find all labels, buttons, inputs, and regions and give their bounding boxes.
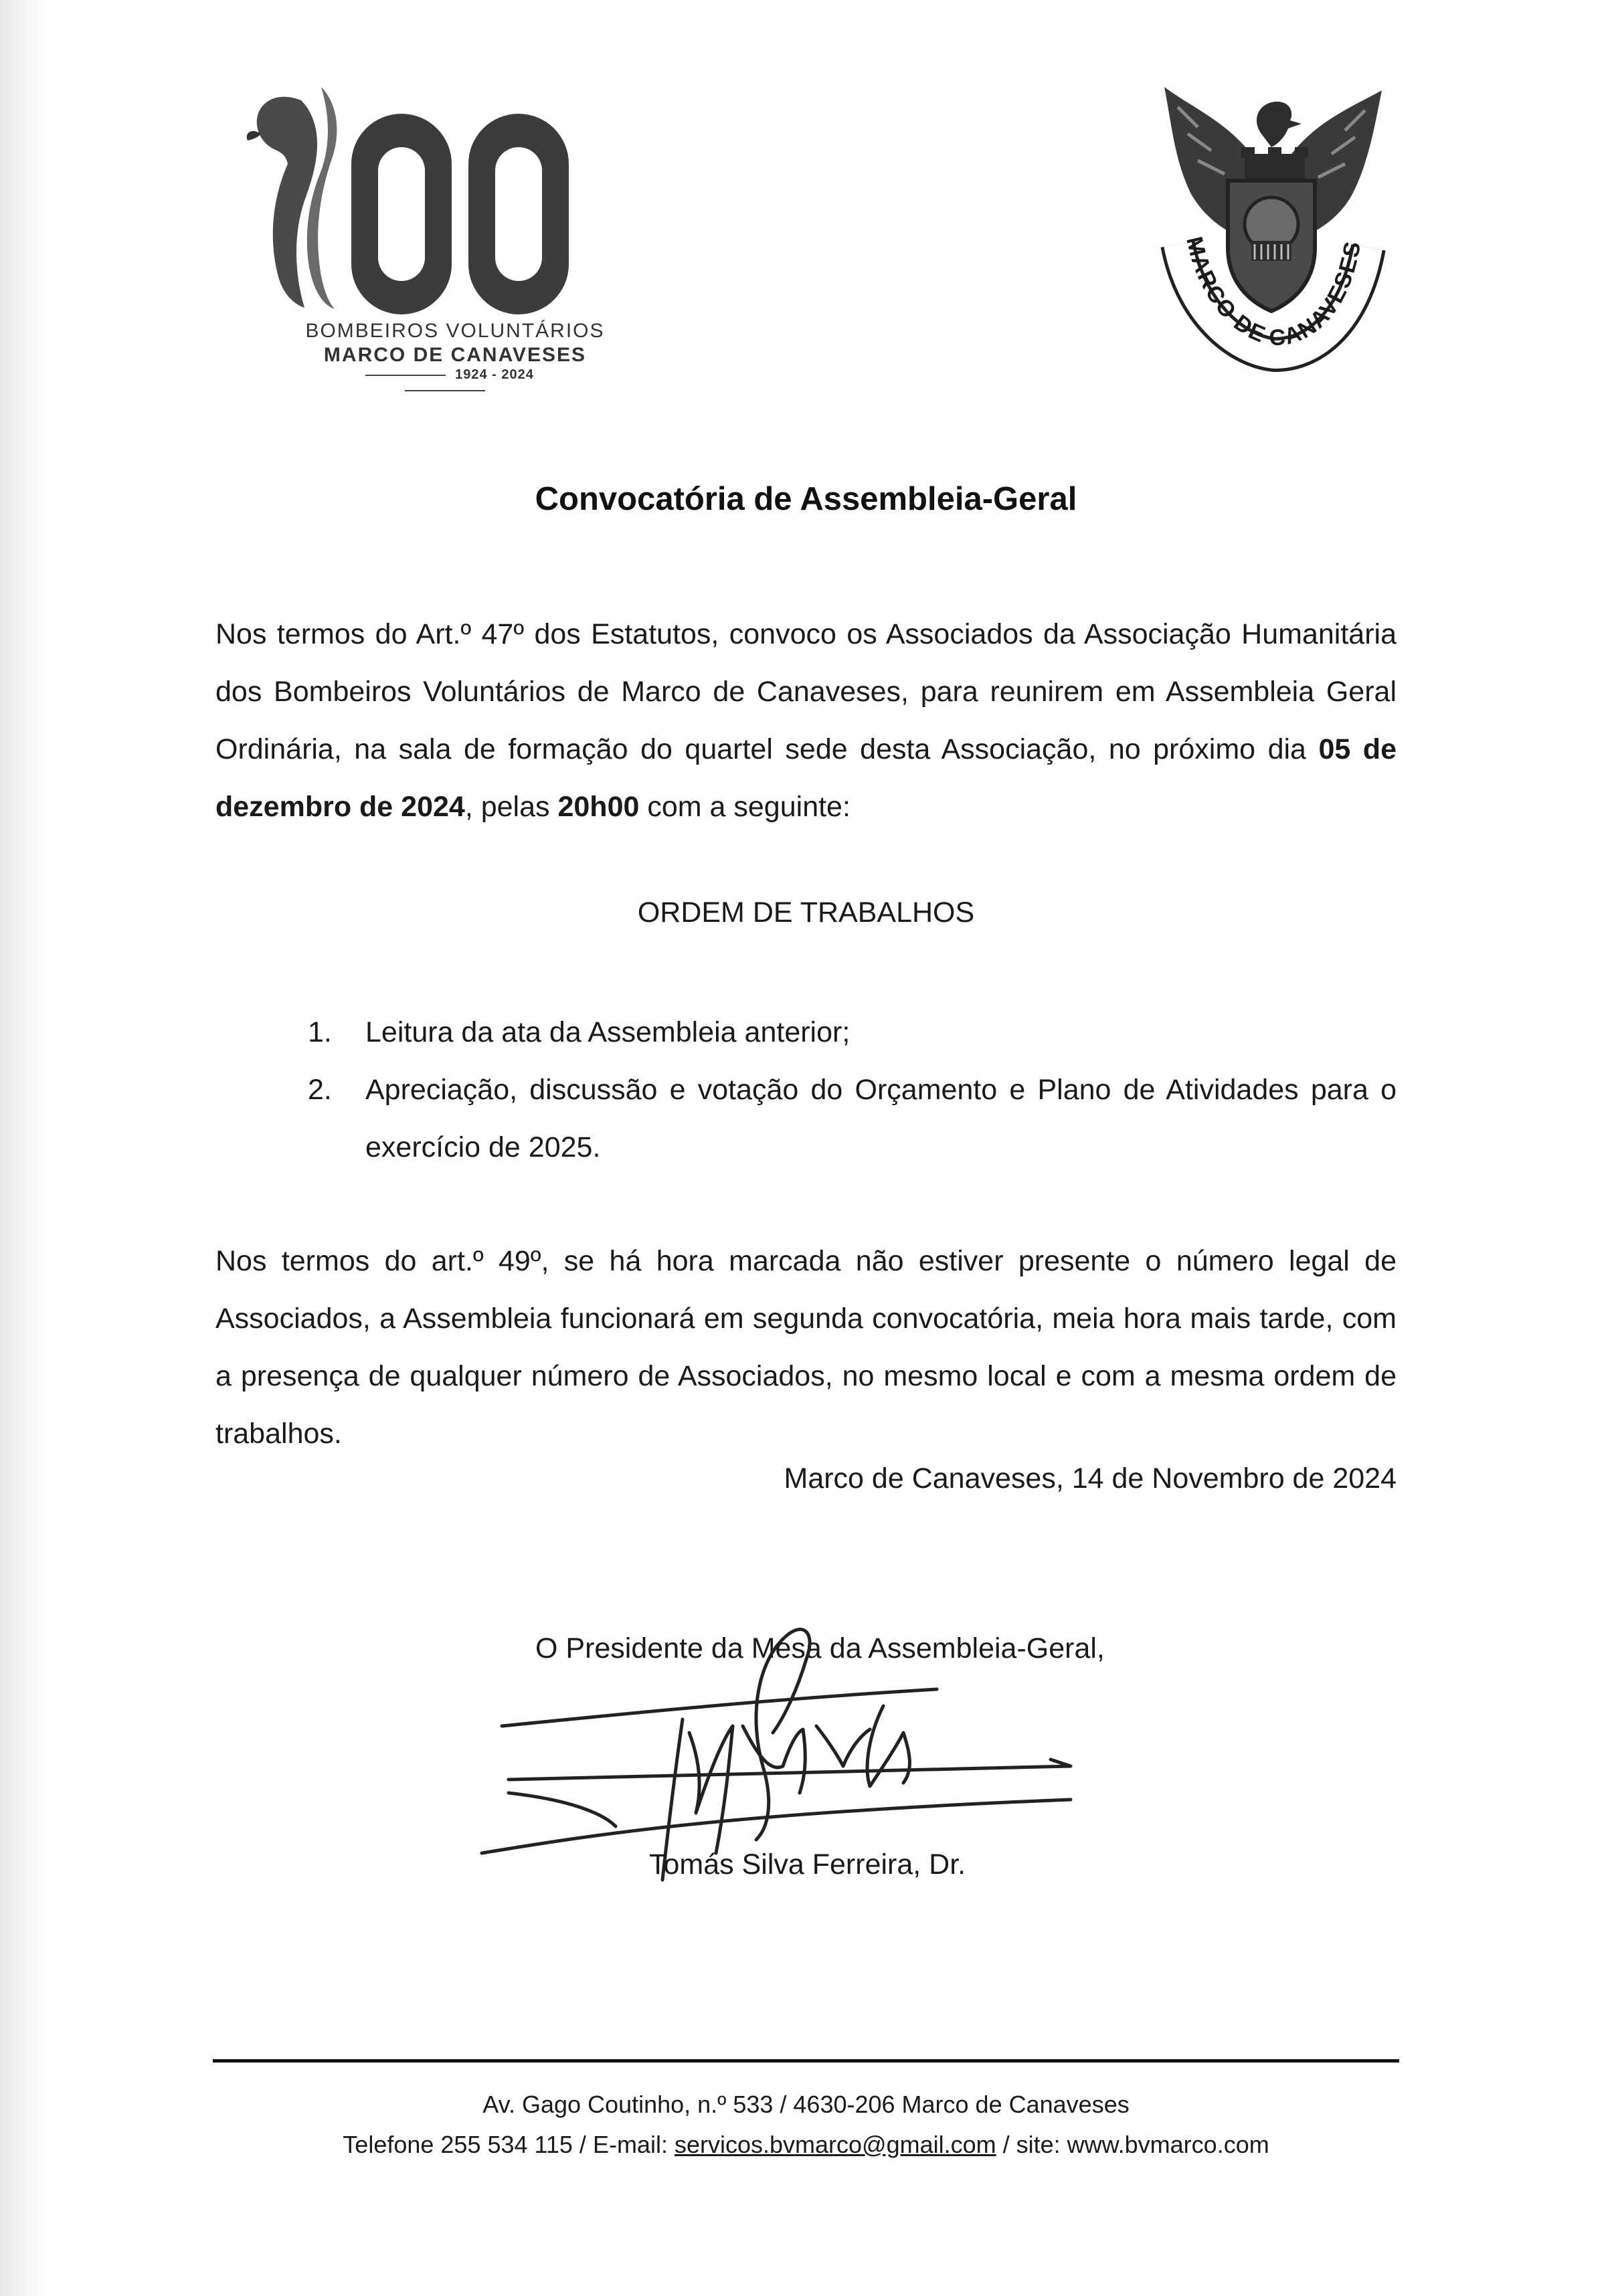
intro-text-a: Nos termos do Art.º 47º dos Estatutos, convoco os Associados da Associação Humanitária dos Bombeiros Voluntários de Marco de Canaveses, para reunirem em Assembleia Geral Ordinária, na sala de formação do quartel sede desta Associação, no próximo dia bbox=[215, 618, 1397, 765]
footer-address: Av. Gago Coutinho, n.º 533 / 4630-206 Marco de Canaveses bbox=[482, 2091, 1130, 2118]
signatory-name: Tomás Silva Ferreira, Dr. bbox=[649, 1848, 966, 1881]
place-date: Marco de Canaveses, 14 de Novembro de 2024 bbox=[784, 1462, 1397, 1495]
second-call-paragraph: Nos termos do art.º 49º, se há hora marcada não estiver presente o número legal de Associados, a Assembleia funcionará em segunda convocatória, meia hora mais tarde, com a presença de qualquer número de Associados, no mesmo local e com a mesma ordem de trabalhos. bbox=[215, 1245, 1397, 1450]
org-name bbox=[288, 320, 622, 367]
agenda-item bbox=[308, 1061, 1397, 1176]
org-years bbox=[308, 367, 582, 398]
org-name-line2: MARCO DE CANAVESES bbox=[323, 344, 587, 366]
footer-site: / site: www.bvmarco.com bbox=[996, 2131, 1269, 2158]
signatory-role: O Presidente da Mesa da Assembleia-Geral, bbox=[535, 1632, 1105, 1664]
org-years-text: 1924 - 2024 bbox=[455, 367, 534, 382]
footer-contacts bbox=[0, 2131, 1612, 2159]
document-title: Convocatória de Assembleia-Geral bbox=[535, 481, 1077, 517]
intro-paragraph bbox=[215, 605, 1397, 836]
agenda-item-text: Leitura da ata da Assembleia anterior; bbox=[365, 1016, 850, 1048]
scan-shadow bbox=[0, 0, 47, 2296]
agenda-title: ORDEM DE TRABALHOS bbox=[637, 896, 975, 929]
divider bbox=[365, 375, 446, 376]
agenda-item-number: 2. bbox=[308, 1074, 332, 1106]
intro-text-c: com a seguinte: bbox=[639, 791, 850, 823]
eagle-crest-icon bbox=[1151, 80, 1392, 388]
agenda-item bbox=[308, 1003, 1397, 1061]
intro-text-b: , pelas bbox=[464, 791, 558, 823]
agenda-list bbox=[308, 1003, 1397, 1176]
meeting-time: 20h00 bbox=[557, 791, 640, 823]
meeting-date: 05 de dezembro de 2024 bbox=[215, 733, 1397, 823]
agenda-item-number: 1. bbox=[308, 1016, 332, 1048]
agenda-item-text: Apreciação, discussão e votação do Orçamento e Plano de Atividades para o exercício de 2025. bbox=[365, 1074, 1397, 1163]
phoenix-100-emblem bbox=[221, 74, 622, 328]
footer-email-link[interactable]: servicos.bvmarco@gmail.com bbox=[674, 2131, 996, 2158]
footer-phone: Telefone 255 534 115 / E-mail: bbox=[343, 2131, 675, 2158]
footer-divider bbox=[213, 2059, 1399, 2063]
crest-banner-text: MARCO DE CANAVESES bbox=[1181, 234, 1366, 351]
org-name-line1: BOMBEIROS VOLUNTÁRIOS bbox=[305, 320, 605, 342]
divider bbox=[405, 390, 485, 391]
